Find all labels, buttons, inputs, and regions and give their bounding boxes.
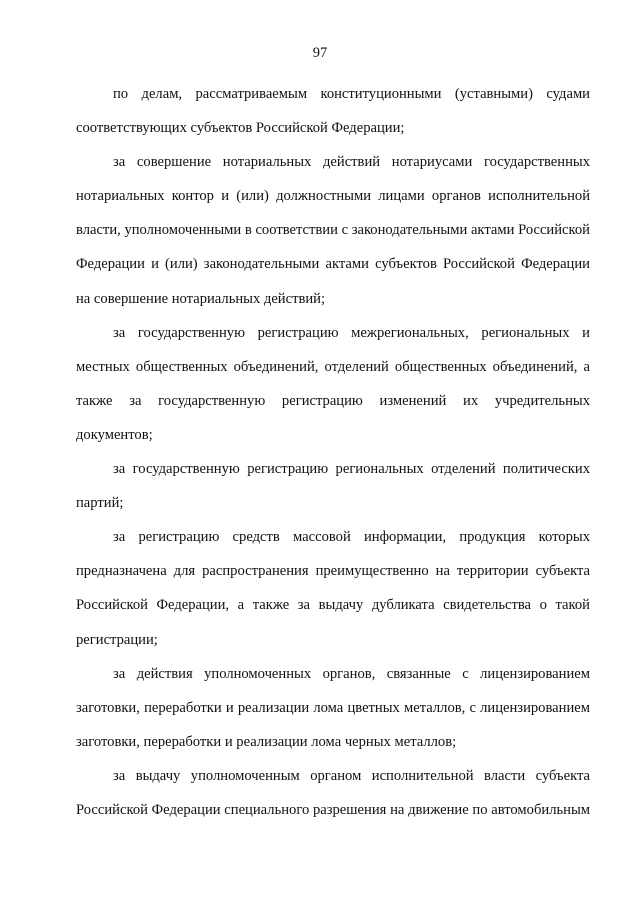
paragraph-special-permit: за выдачу уполномоченным органом исполнительной власти субъекта Российской Федерации специального разрешения на движение по автомобильным [76,767,590,818]
page-number: 97 [312,45,328,61]
paragraph-political-parties-registration: за государственную регистрацию региональных отделений политических партий; [76,461,590,512]
paragraph-mass-media-registration: за регистрацию средств массовой информации, продукция которых предназначена для распространения преимущественно на территории субъекта Российской Федерации, а также за выдачу дубликата свидетельства о такой регистрации; [76,529,590,648]
paragraph-public-associations-registration: за государственную регистрацию межрегиональных, региональных и местных общественных объединений, отделений общественных объединений, а также за государственную регистрацию изменений их учредительных документов; [76,324,590,443]
paragraph-scrap-metal-licensing: за действия уполномоченных органов, связанные с лицензированием заготовки, переработки и реализации лома цветных металлов, с лицензированием заготовки, переработки и реализации лома черных металлов; [76,665,590,750]
paragraph-notarial-actions: за совершение нотариальных действий нотариусами государственных нотариальных контор и (или) должностными лицами органов исполнительной власти, уполномоченными в соответствии с законодательными актами Российской Федерации и (или) законодательными актами субъектов Российской Федерации на совершение нотариальных действий; [76,154,590,307]
document-body [76,77,590,827]
paragraph-constitutional-courts: по делам, рассматриваемым конституционными (уставными) судами соответствующих субъектов Российской Федерации; [76,86,590,137]
